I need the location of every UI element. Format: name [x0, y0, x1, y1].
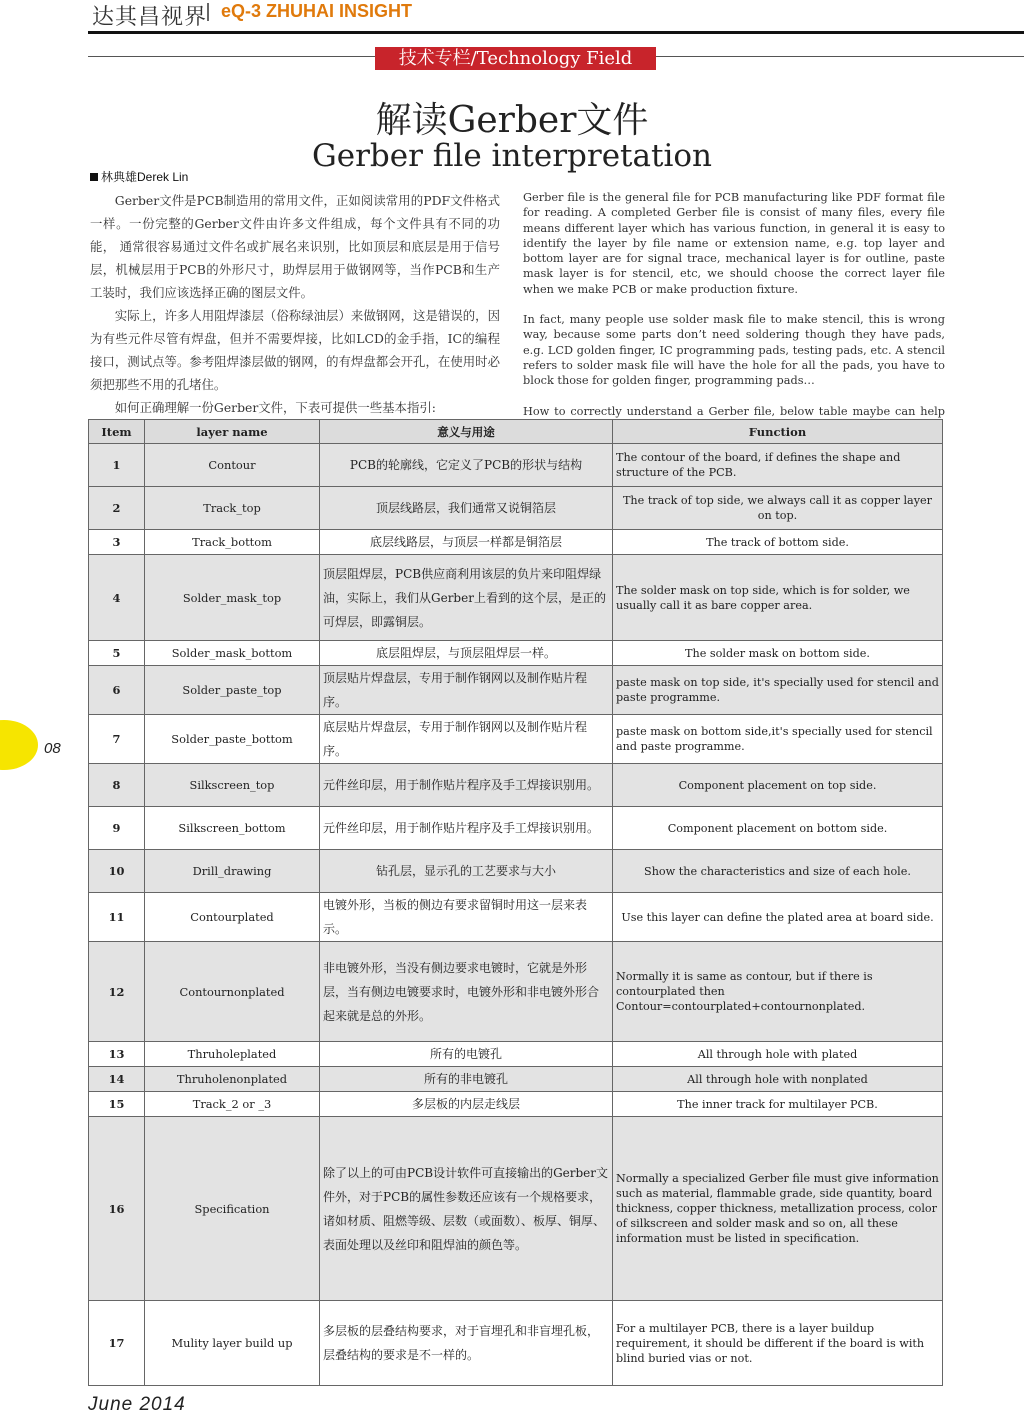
- row-item: 14: [89, 1067, 145, 1092]
- row-meaning-cn: 底层贴片焊盘层，专用于制作钢网以及制作贴片程序。: [320, 715, 613, 764]
- table-row: [89, 1042, 943, 1067]
- row-meaning-cn: 顶层贴片焊盘层，专用于制作钢网以及制作贴片程序。: [320, 666, 613, 715]
- paragraph-en: In fact, many people use solder mask file to make stencil, this is wrong way, because some parts don’t need soldering though they have pads, e.g. LCD golden finger, IC programming pads, testing pads, etc. A stencil refers to solder mask file will have the hole for all the pads, you have to block those for golden finger, programming pads…: [523, 313, 945, 388]
- row-item: 8: [89, 764, 145, 807]
- header-item: Item: [89, 420, 145, 444]
- row-meaning-cn: 顶层阻焊层，PCB供应商利用该层的负片来印阻焊绿油，实际上，我们从Gerber上看到的这个层，是正的可焊层，即露铜层。: [320, 555, 613, 641]
- row-layer-name: Thruholeplated: [145, 1042, 320, 1067]
- row-meaning-cn: 元件丝印层，用于制作贴片程序及手工焊接识别用。: [320, 807, 613, 850]
- row-layer-name: Solder_paste_top: [145, 666, 320, 715]
- paragraph-cn: 实际上，许多人用阻焊漆层（俗称绿油层）来做钢网，这是错误的，因为有些元件尽管有焊盘，但并不需要焊接，比如LCD的金手指，IC的编程接口，测试点等。参考阻焊漆层做的钢网，的有焊盘都会开孔，在使用时必须把那些不用的孔堵住。: [90, 308, 500, 392]
- row-meaning-cn: 除了以上的可由PCB设计软件可直接输出的Gerber文件外，对于PCB的属性参数还应该有一个规格要求，诸如材质、阻燃等级、层数（或面数）、板厚、铜厚、表面处理以及丝印和阻焊油的颜色等。: [320, 1117, 613, 1301]
- table-row: [89, 487, 943, 530]
- row-layer-name: Contournonplated: [145, 942, 320, 1042]
- row-layer-name: Solder_paste_bottom: [145, 715, 320, 764]
- body-column-en: [523, 190, 945, 449]
- row-meaning-cn: 底层阻焊层，与顶层阻焊层一样。: [320, 641, 613, 666]
- row-meaning-cn: 电镀外形，当板的侧边有要求留铜时用这一层来表示。: [320, 893, 613, 942]
- row-item: 7: [89, 715, 145, 764]
- row-layer-name: Thruholenonplated: [145, 1067, 320, 1092]
- row-function: Use this layer can define the plated area at board side.: [613, 893, 943, 942]
- author-line: [90, 168, 188, 185]
- row-item: 16: [89, 1117, 145, 1301]
- article-title-en: Gerber file interpretation: [311, 138, 713, 174]
- paragraph-en: Gerber file is the general file for PCB manufacturing like PDF format file for reading. A completed Gerber file is consist of many files, every file means different layer which has various function, in general it is easy to identify the layer by file name or extension name, e.g. top layer and bottom layer are for signal trace, mechanical layer is for outline, paste mask layer is for stencil, etc, we should choose the correct layer file when we make PCB or make production fixture.: [523, 191, 945, 296]
- magazine-name-cn: 达其昌视界: [92, 5, 208, 30]
- row-meaning-cn: 所有的电镀孔: [320, 1042, 613, 1067]
- row-layer-name: Specification: [145, 1117, 320, 1301]
- table-row: [89, 715, 943, 764]
- row-function: Normally a specialized Gerber file must give information such as material, flammable grade, side quantity, board thickness, copper thickness, metallization process, color of silkscreen and solder mask and so on, all these information must be listed in specification.: [613, 1117, 943, 1301]
- row-item: 2: [89, 487, 145, 530]
- column-banner: 技术专栏/Technology Field: [375, 47, 656, 70]
- row-item: 11: [89, 893, 145, 942]
- row-function: The track of bottom side.: [613, 530, 943, 555]
- page-tab-marker: [0, 720, 38, 770]
- table-row: [89, 893, 943, 942]
- row-item: 13: [89, 1042, 145, 1067]
- row-layer-name: Track_bottom: [145, 530, 320, 555]
- row-item: 15: [89, 1092, 145, 1117]
- row-layer-name: Solder_mask_top: [145, 555, 320, 641]
- row-function: Show the characteristics and size of each hole.: [613, 850, 943, 893]
- row-function: All through hole with plated: [613, 1042, 943, 1067]
- magazine-name-en: eQ-3 ZHUHAI INSIGHT: [221, 1, 413, 21]
- body-column-cn: [90, 189, 500, 419]
- table-row: [89, 1092, 943, 1117]
- table-row: [89, 666, 943, 715]
- row-function: The solder mask on top side, which is for solder, we usually call it as bare copper area.: [613, 555, 943, 641]
- row-layer-name: Track_top: [145, 487, 320, 530]
- table-row: [89, 1067, 943, 1092]
- table-row: [89, 1301, 943, 1386]
- table-header-row: [89, 420, 943, 444]
- row-layer-name: Track_2 or _3: [145, 1092, 320, 1117]
- row-item: 9: [89, 807, 145, 850]
- table-row: [89, 942, 943, 1042]
- row-function: Normally it is same as contour, but if there is contourplated then Contour=contourplated+contournonplated.: [613, 942, 943, 1042]
- paragraph-cn: 如何正确理解一份Gerber文件，下表可提供一些基本指引:: [114, 400, 436, 415]
- header-separator: [207, 3, 209, 21]
- row-function: For a multilayer PCB, there is a layer buildup requirement, it should be different if the board is with blind buried vias or not.: [613, 1301, 943, 1386]
- row-layer-name: Silkscreen_top: [145, 764, 320, 807]
- table-row: [89, 850, 943, 893]
- paragraph-en: How to correctly understand a Gerber file, below table maybe can help: [523, 404, 945, 418]
- row-layer-name: Contourplated: [145, 893, 320, 942]
- row-layer-name: Silkscreen_bottom: [145, 807, 320, 850]
- row-meaning-cn: 多层板的内层走线层: [320, 1092, 613, 1117]
- row-layer-name: Solder_mask_bottom: [145, 641, 320, 666]
- row-meaning-cn: 所有的非电镀孔: [320, 1067, 613, 1092]
- row-meaning-cn: 顶层线路层，我们通常又说铜箔层: [320, 487, 613, 530]
- row-item: 5: [89, 641, 145, 666]
- row-function: The track of top side, we always call it as copper layer on top.: [613, 487, 943, 530]
- author-name: 林典雄Derek Lin: [101, 170, 189, 184]
- row-meaning-cn: 钻孔层，显示孔的工艺要求与大小: [320, 850, 613, 893]
- row-meaning-cn: 元件丝印层，用于制作贴片程序及手工焊接识别用。: [320, 764, 613, 807]
- paragraph-cn: Gerber文件是PCB制造用的常用文件，正如阅读常用的PDF文件格式一样。一份完整的Gerber文件由许多文件组成，每个文件具有不同的功能， 通常很容易通过文件名或扩展名来识别，比如顶层和底层是用于信号层，机械层用于PCB的外形尺寸，助焊层用于做钢网等，当作PCB和生产工装时，我们应该选择正确的图层文件。: [90, 193, 500, 300]
- row-item: 17: [89, 1301, 145, 1386]
- table-row: [89, 641, 943, 666]
- table-row: [89, 444, 943, 487]
- gerber-layer-table: [88, 419, 943, 1386]
- table-row: [89, 530, 943, 555]
- row-item: 12: [89, 942, 145, 1042]
- row-item: 6: [89, 666, 145, 715]
- table-row: [89, 555, 943, 641]
- row-meaning-cn: 多层板的层叠结构要求，对于盲埋孔和非盲埋孔板，层叠结构的要求是不一样的。: [320, 1301, 613, 1386]
- row-item: 4: [89, 555, 145, 641]
- row-meaning-cn: 底层线路层，与顶层一样都是铜箔层: [320, 530, 613, 555]
- row-item: 3: [89, 530, 145, 555]
- row-item: 10: [89, 850, 145, 893]
- header-meaning-cn: 意义与用途: [320, 420, 613, 444]
- row-function: Component placement on bottom side.: [613, 807, 943, 850]
- row-function: The solder mask on bottom side.: [613, 641, 943, 666]
- header-rule: [88, 31, 1024, 34]
- table-row: [89, 1117, 943, 1301]
- bullet-square-icon: [90, 173, 98, 181]
- row-item: 1: [89, 444, 145, 487]
- row-function: All through hole with nonplated: [613, 1067, 943, 1092]
- page-number: 08: [44, 740, 61, 757]
- row-function: The inner track for multilayer PCB.: [613, 1092, 943, 1117]
- row-function: paste mask on bottom side,it's specially used for stencil and paste programme.: [613, 715, 943, 764]
- row-function: Component placement on top side.: [613, 764, 943, 807]
- table-row: [89, 807, 943, 850]
- row-layer-name: Mulity layer build up: [145, 1301, 320, 1386]
- issue-date: June 2014: [88, 1394, 186, 1415]
- row-layer-name: Drill_drawing: [145, 850, 320, 893]
- table-row: [89, 764, 943, 807]
- header-function: Function: [613, 420, 943, 444]
- article-title-cn: 解读Gerber文件: [375, 100, 649, 141]
- row-function: The contour of the board, if defines the shape and structure of the PCB.: [613, 444, 943, 487]
- row-layer-name: Contour: [145, 444, 320, 487]
- row-meaning-cn: 非电镀外形，当没有侧边要求电镀时，它就是外形层，当有侧边电镀要求时，电镀外形和非电镀外形合起来就是总的外形。: [320, 942, 613, 1042]
- row-meaning-cn: PCB的轮廓线，它定义了PCB的形状与结构: [320, 444, 613, 487]
- header-layer-name: layer name: [145, 420, 320, 444]
- row-function: paste mask on top side, it's specially used for stencil and paste programme.: [613, 666, 943, 715]
